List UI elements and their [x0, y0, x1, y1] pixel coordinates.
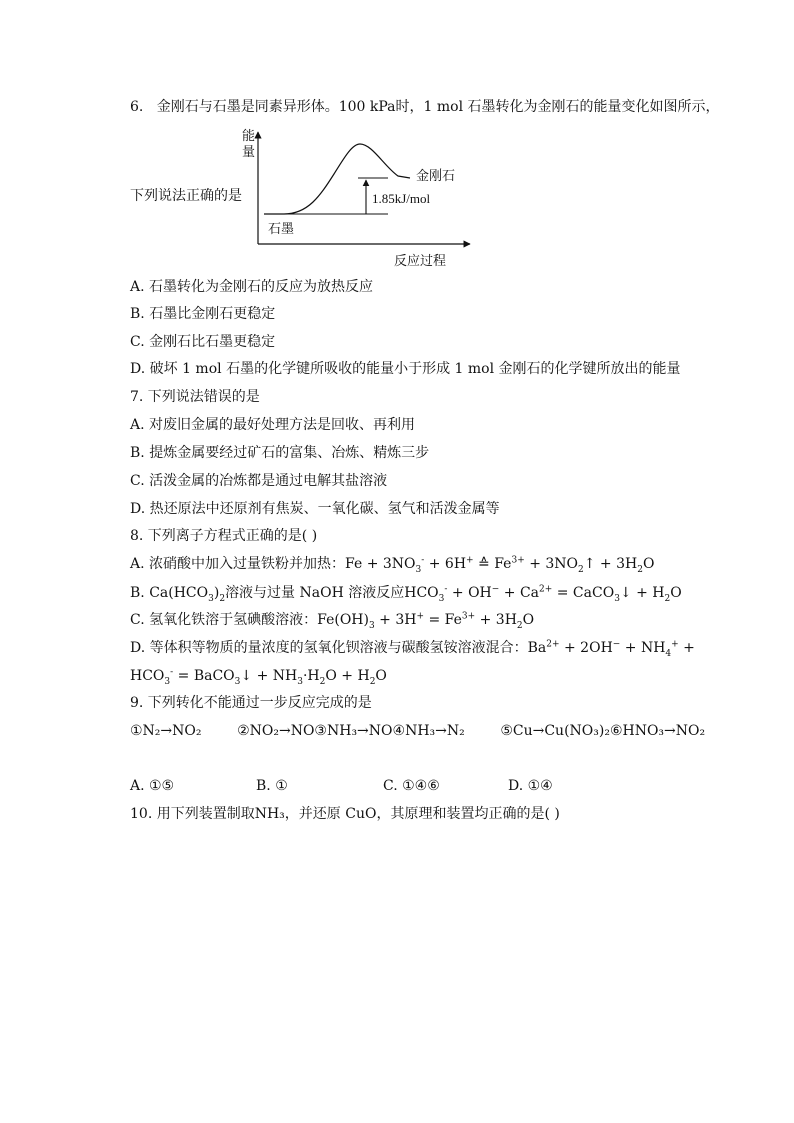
q8-option-d-text: D. 等体积等物质的量浓度的氢氧化钡溶液与碳酸氢铵溶液混合：	[130, 640, 528, 656]
q7-option-a: A. 对废旧金属的最好处理方法是回收、再利用	[130, 417, 416, 433]
q8-option-c: C. 氢氧化铁溶于氢碘酸溶液：$Fe(OH)_3 + 3H^+ = Fe^{3+} + 3H_2O$	[130, 611, 535, 631]
q8-option-a: A. 浓硝酸中加入过量铁粉并加热：$Fe + 3NO_3^- + 6H^+$ ≙ $Fe^{3+}$ + $3NO_2↑ + 3H_2O$	[130, 555, 655, 575]
q9-option-c: C. ①④⑥	[383, 778, 440, 794]
q6-number: 6.	[130, 99, 144, 115]
q8-option-d-continued: $HCO_3^-$ = BaCO$_3$↓ + $NH_3\cdot H_2O + H_2O$	[130, 667, 387, 687]
q10-stem: 10. 用下列装置制取NH₃，并还原 CuO，其原理和装置均正确的是( )	[130, 806, 560, 822]
q8-stem: 8. 下列离子方程式正确的是( )	[130, 528, 318, 544]
q7-option-c: C. 活泼金属的冶炼都是通过电解其盐溶液	[130, 473, 388, 489]
q9-option-d: D. ①④	[508, 778, 553, 794]
q7-stem: 7. 下列说法错误的是	[130, 389, 260, 405]
q8-option-d: D. 等体积等物质的量浓度的氢氧化钡溶液与碳酸氢铵溶液混合：$Ba^{2+} + 2OH^- + NH_4^+$ +	[130, 639, 695, 659]
q6-stem	[130, 98, 720, 116]
q8-option-c-text: C. 氢氧化铁溶于氢碘酸溶液：	[130, 612, 318, 628]
x-axis-label: 反应过程	[394, 254, 447, 269]
q7-option-d: D. 热还原法中还原剂有焦炭、一氧化碳、氢气和活泼金属等	[130, 501, 500, 517]
delta-label: 1.85kJ/mol	[372, 191, 431, 206]
q6-option-b: B. 石墨比金刚石更稳定	[130, 306, 276, 322]
q8-option-b-text: 溶液与过量 NaOH 溶液反应	[225, 585, 405, 601]
graphite-label: 石墨	[268, 222, 295, 237]
y-axis-label-1: 能	[242, 129, 256, 144]
q8-option-b-label: B.	[130, 585, 150, 601]
q6-option-a: A. 石墨转化为金刚石的反应为放热反应	[130, 279, 374, 295]
q7-option-b: B. 提炼金属要经过矿石的富集、冶炼、精炼三步	[130, 445, 430, 461]
q8-option-b: B. $Ca(HCO_3)_2$溶液与过量 NaOH 溶液反应$HCO_3^- + OH^- + Ca^{2+}$ = CaCO$_3$↓ + $H_2O$	[130, 584, 682, 604]
q9-option-b: B. ①	[256, 778, 288, 794]
q9-items: ①N₂→NO₂ ②NO₂→NO③NH₃→NO④NH₃→N₂ ⑤Cu→Cu(NO₃)₂⑥HNO₃→NO₂	[130, 723, 706, 739]
q6-stem-text: 金刚石与石墨是同素异形体。100 kPa时，1 mol 石墨转化为金刚石的能量变化如图所示，	[156, 99, 720, 115]
q9-option-a: A. ①⑤	[130, 778, 175, 794]
diamond-label: 金刚石	[416, 169, 456, 184]
q6-option-c: C. 金刚石比石墨更稳定	[130, 334, 276, 350]
energy-diagram	[238, 126, 474, 274]
q8-option-a-text: A. 浓硝酸中加入过量铁粉并加热：	[130, 556, 346, 572]
q6-stem-continued: 下列说法正确的是	[130, 188, 242, 204]
q6-option-d: D. 破坏 1 mol 石墨的化学键所吸收的能量小于形成 1 mol 金刚石的化学键所放出的能量	[130, 361, 681, 377]
y-axis-label-2: 量	[242, 145, 256, 160]
q9-stem: 9. 下列转化不能通过一步反应完成的是	[130, 695, 372, 711]
